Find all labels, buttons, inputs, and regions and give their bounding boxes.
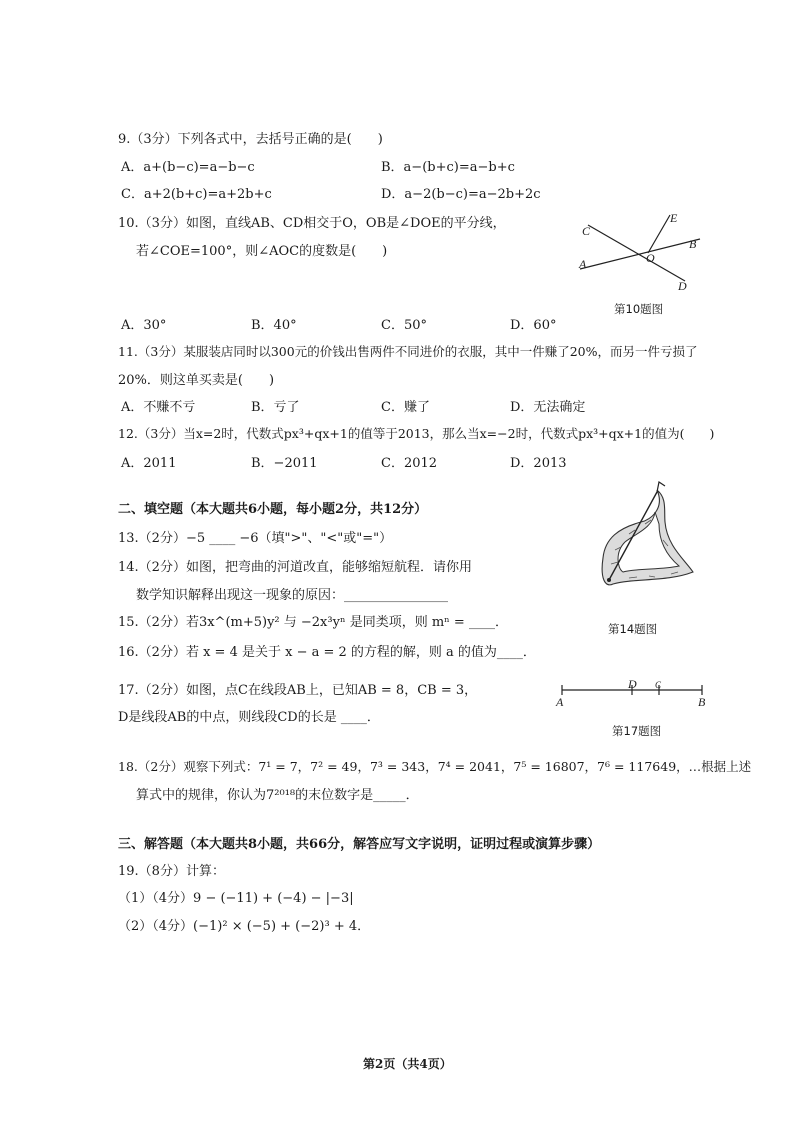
q11-option-a: A．不赚不亏: [121, 400, 196, 415]
label-e: E: [670, 211, 678, 225]
q19-part1: （1）（4分）9 − (−11) + (−4) − |−3|: [118, 891, 354, 906]
q12-option-c: C．2012: [381, 456, 438, 471]
q11-stem: 11.（3分）某服装店同时以300元的价钱出售两件不同进价的衣服，其中一件赚了20%，而另一件亏损了: [118, 344, 698, 359]
q10-stem-line2: 若∠COE=100°，则∠AOC的度数是( ): [136, 244, 388, 259]
start-point: [607, 578, 611, 582]
q13-text: 13.（2分）−5 ____ −6（填">"、"<"或"="）: [118, 531, 393, 546]
q14-text-line2: 数学知识解释出现这一现象的原因：________________: [136, 588, 449, 603]
label-c: C: [582, 224, 591, 238]
q15-text: 15.（2分）若3x^(m+5)y² 与 −2x³yⁿ 是同类项，则 mⁿ = ____．: [118, 615, 508, 630]
label-b: B: [698, 695, 706, 709]
q9-option-a: A．a+(b−c)=a−b−c: [121, 160, 255, 175]
q9-option-d: D．a−2(b−c)=a−2b+2c: [381, 187, 541, 202]
q9-stem: 9.（3分）下列各式中，去括号正确的是( ): [118, 132, 383, 147]
label-d: D: [678, 279, 687, 293]
q16-text: 16.（2分）若 x = 4 是关于 x − a = 2 的方程的解，则 a 的值为____．: [118, 645, 536, 660]
section3-title: 三、解答题（本大题共8小题，共66分，解答应写文字说明，证明过程或演算步骤）: [118, 837, 601, 852]
q9-option-c: C．a+2(b+c)=a+2b+c: [121, 187, 272, 202]
q19-text: 19.（8分）计算：: [118, 864, 225, 879]
label-a: A: [579, 257, 587, 271]
q19-part2: （2）（4分）(−1)² × (−5) + (−2)³ + 4．: [118, 919, 371, 934]
q10-figure: [570, 205, 710, 300]
q12-stem: 12.（3分）当x=2时，代数式px³+qx+1的值等于2013，那么当x=−2时，代数式px³+qx+1的值为( ): [118, 426, 715, 441]
q11-option-c: C．赚了: [381, 400, 430, 415]
q10-option-c: C．50°: [381, 318, 427, 333]
q17-text: 17.（2分）如图，点C在线段AB上，已知AB = 8，CB = 3，: [118, 683, 478, 698]
q9-option-b: B．a−(b+c)=a−b+c: [381, 160, 515, 175]
q10-option-a: A．30°: [121, 318, 167, 333]
line-ab: [580, 239, 700, 269]
q17-caption: 第17题图: [612, 724, 662, 738]
q10-option-b: B．40°: [251, 318, 297, 333]
q11-option-d: D．无法确定: [510, 400, 586, 415]
q12-option-a: A．2011: [121, 456, 177, 471]
q17-text-line2: D是线段AB的中点，则线段CD的长是 ____．: [118, 710, 380, 725]
label-o: O: [646, 251, 655, 265]
label-b: B: [689, 237, 697, 251]
label-a: A: [556, 695, 564, 709]
q12-option-d: D．2013: [510, 456, 567, 471]
section2-title: 二、填空题（本大题共6小题，每小题2分，共12分）: [118, 502, 428, 517]
label-d: D: [628, 680, 637, 691]
label-c: C: [655, 680, 662, 690]
q10-option-d: D．60°: [510, 318, 557, 333]
q18-text: 18.（2分）观察下列式：7¹ = 7，7² = 49，7³ = 343，7⁴ = 2041，7⁵ = 16807，7⁶ = 117649，…根据上述: [118, 759, 752, 774]
q14-figure: [595, 480, 700, 615]
q11-stem-line2: 20%．则这单买卖是( ): [118, 373, 275, 388]
q12-option-b: B．−2011: [251, 456, 318, 471]
q18-text-line2: 算式中的规律，你认为7²⁰¹⁸的末位数字是_____．: [136, 788, 419, 803]
page-footer: 第2页（共4页）: [363, 1057, 452, 1071]
q10-stem: 10.（3分）如图，直线AB、CD相交于O，OB是∠DOE的平分线，: [118, 216, 506, 231]
line-cd: [588, 225, 685, 281]
q17-figure: [552, 680, 712, 710]
q14-text: 14.（2分）如图，把弯曲的河道改直，能够缩短航程．请你用: [118, 560, 472, 575]
q14-caption: 第14题图: [608, 622, 658, 636]
q10-caption: 第10题图: [614, 302, 664, 316]
q11-option-b: B．亏了: [251, 400, 300, 415]
